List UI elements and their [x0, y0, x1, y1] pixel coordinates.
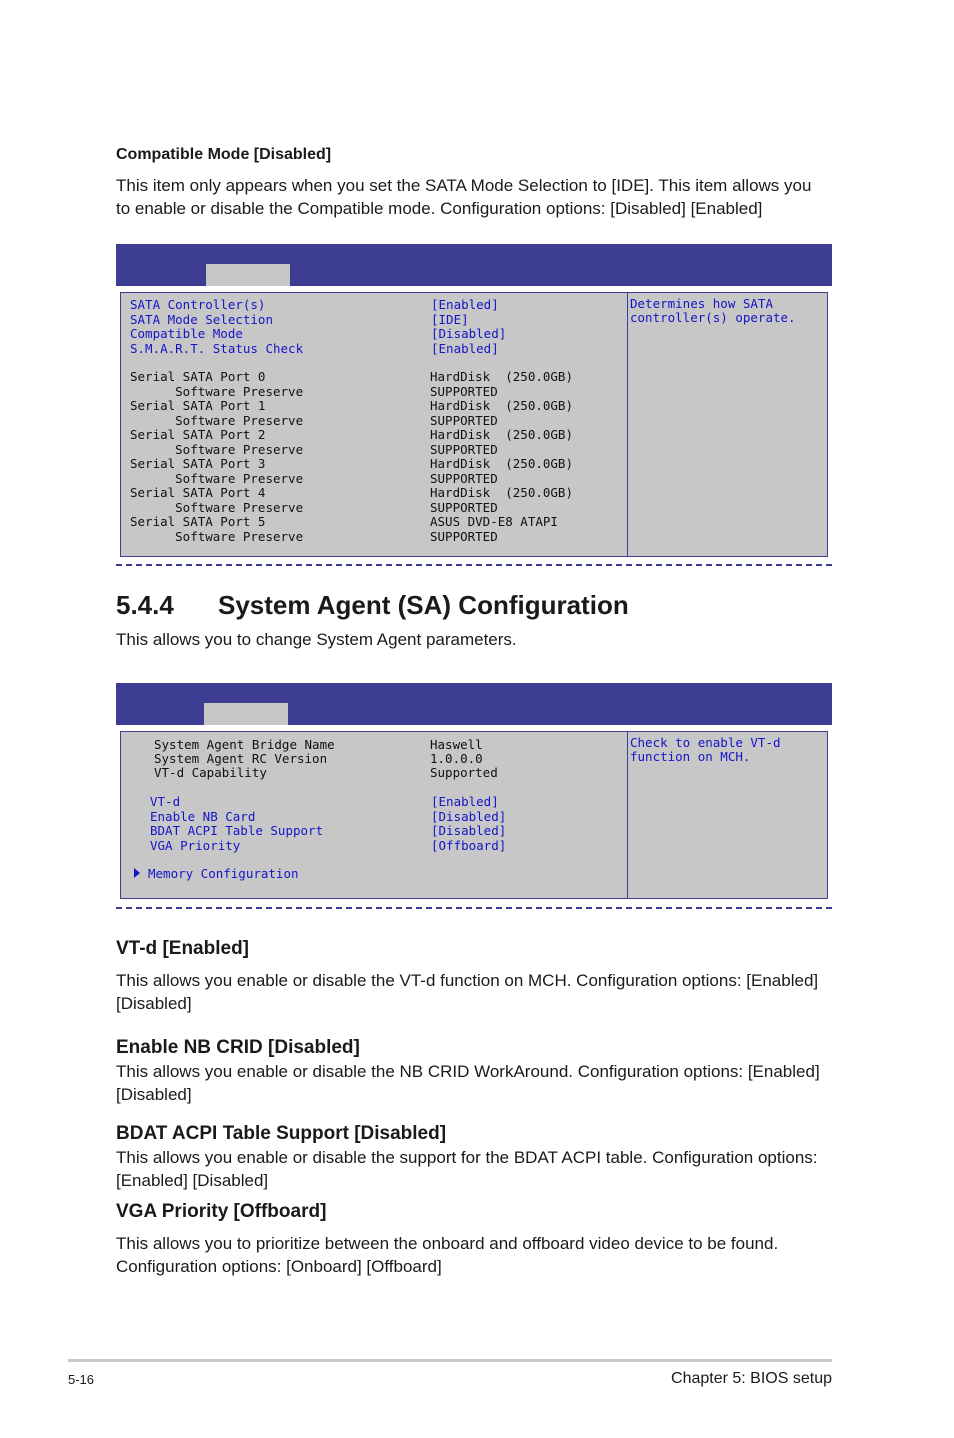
- setting-value[interactable]: [Enabled]: [431, 794, 499, 809]
- setting-value[interactable]: [Disabled]: [431, 809, 507, 824]
- bdat-description: This allows you enable or disable the support for the BDAT ACPI table. Configuration options: [Enabled] [Disabled]: [116, 1148, 818, 1190]
- port-label: Serial SATA Port 1: [130, 398, 266, 413]
- port-label: Software Preserve: [130, 413, 304, 428]
- port-value: HardDisk (250.0GB): [430, 369, 573, 384]
- section-intro: This allows you to change System Agent parameters.: [116, 630, 517, 649]
- bios-active-tab[interactable]: [204, 703, 288, 725]
- setting-value[interactable]: [Offboard]: [431, 838, 507, 853]
- info-label: System Agent RC Version: [154, 751, 328, 766]
- port-value: SUPPORTED: [430, 384, 498, 399]
- port-value: HardDisk (250.0GB): [430, 485, 573, 500]
- setting-value[interactable]: [Enabled]: [431, 341, 499, 356]
- port-value: SUPPORTED: [430, 471, 498, 486]
- setting-sata-mode-selection[interactable]: SATA Mode Selection: [130, 312, 273, 327]
- port-label: Software Preserve: [130, 529, 304, 544]
- vtd-description: This allows you enable or disable the VT-d function on MCH. Configuration options: [Enabled] [Disabled]: [116, 971, 819, 1013]
- port-value: SUPPORTED: [430, 442, 498, 457]
- port-value: SUPPORTED: [430, 413, 498, 428]
- setting-vga-priority[interactable]: VGA Priority: [150, 838, 241, 853]
- port-label: Serial SATA Port 5: [130, 514, 266, 529]
- section-number: 5.4.4: [116, 590, 174, 620]
- section-title: System Agent (SA) Configuration: [218, 590, 629, 620]
- port-label: Software Preserve: [130, 384, 304, 399]
- port-value: SUPPORTED: [430, 500, 498, 515]
- chapter-label: Chapter 5: BIOS setup: [671, 1370, 832, 1387]
- setting-value[interactable]: [Enabled]: [431, 297, 499, 312]
- port-label: Serial SATA Port 0: [130, 369, 266, 384]
- info-value: Haswell: [430, 737, 483, 752]
- port-value: HardDisk (250.0GB): [430, 398, 573, 413]
- footer-divider: [68, 1359, 832, 1362]
- port-label: Software Preserve: [130, 500, 304, 515]
- port-label: Software Preserve: [130, 471, 304, 486]
- bios-settings-panel: [120, 731, 828, 899]
- vtd-heading: VT-d [Enabled]: [116, 938, 249, 959]
- bios-help-panel: [627, 293, 827, 556]
- bdat-heading: BDAT ACPI Table Support [Disabled]: [116, 1123, 447, 1144]
- setting-vt-d[interactable]: VT-d: [150, 794, 181, 809]
- bios-screen-sata: [116, 244, 832, 568]
- submenu-memory-configuration[interactable]: Memory Configuration: [148, 866, 299, 881]
- help-text-line: Check to enable VT-d: [630, 735, 781, 750]
- bios-bottom-dashed-border: [116, 907, 832, 909]
- port-value: ASUS DVD-E8 ATAPI: [430, 514, 558, 529]
- submenu-arrow-icon: [133, 866, 145, 881]
- info-label: VT-d Capability: [154, 765, 267, 780]
- setting-value[interactable]: [Disabled]: [431, 326, 507, 341]
- setting-value[interactable]: [Disabled]: [431, 823, 507, 838]
- page-number: 5-16: [68, 1372, 95, 1387]
- nb-crid-heading: Enable NB CRID [Disabled]: [116, 1037, 360, 1058]
- port-label: Serial SATA Port 3: [130, 456, 266, 471]
- port-label: Software Preserve: [130, 442, 304, 457]
- port-value: HardDisk (250.0GB): [430, 456, 573, 471]
- help-text-line: function on MCH.: [630, 749, 751, 764]
- port-value: SUPPORTED: [430, 529, 498, 544]
- help-text-line: controller(s) operate.: [630, 310, 796, 325]
- port-value: HardDisk (250.0GB): [430, 427, 573, 442]
- info-value: 1.0.0.0: [430, 751, 483, 766]
- setting-smart-status-check[interactable]: S.M.A.R.T. Status Check: [130, 341, 304, 356]
- setting-compatible-mode[interactable]: Compatible Mode: [130, 326, 243, 341]
- info-value: Supported: [430, 765, 498, 780]
- port-label: Serial SATA Port 2: [130, 427, 266, 442]
- nb-crid-description: This allows you enable or disable the NB CRID WorkAround. Configuration options: [Enabled] [Disabled]: [116, 1062, 820, 1104]
- bios-settings-panel: [120, 292, 828, 557]
- setting-sata-controllers[interactable]: SATA Controller(s): [130, 297, 266, 312]
- bios-bottom-dashed-border: [116, 564, 832, 566]
- bios-active-tab[interactable]: [206, 264, 290, 286]
- compatible-mode-heading: Compatible Mode [Disabled]: [116, 146, 332, 163]
- setting-bdat-acpi-table-support[interactable]: BDAT ACPI Table Support: [150, 823, 324, 838]
- setting-value[interactable]: [IDE]: [431, 312, 469, 327]
- help-text-line: Determines how SATA: [630, 296, 773, 311]
- bios-help-panel: [627, 732, 827, 898]
- vga-description: This allows you to prioritize between the onboard and offboard video device to be found. Configuration options: [Onboard] [Offboard]: [116, 1234, 779, 1276]
- port-label: Serial SATA Port 4: [130, 485, 266, 500]
- info-label: System Agent Bridge Name: [154, 737, 335, 752]
- compatible-mode-description: This item only appears when you set the SATA Mode Selection to [IDE]. This item allows you to enable or disable the Compatible mode. Configuration options: [Disabled] [Enabled]: [116, 176, 812, 218]
- bios-screen-system-agent: [116, 683, 832, 911]
- vga-heading: VGA Priority [Offboard]: [116, 1201, 327, 1222]
- setting-enable-nb-card[interactable]: Enable NB Card: [150, 809, 256, 824]
